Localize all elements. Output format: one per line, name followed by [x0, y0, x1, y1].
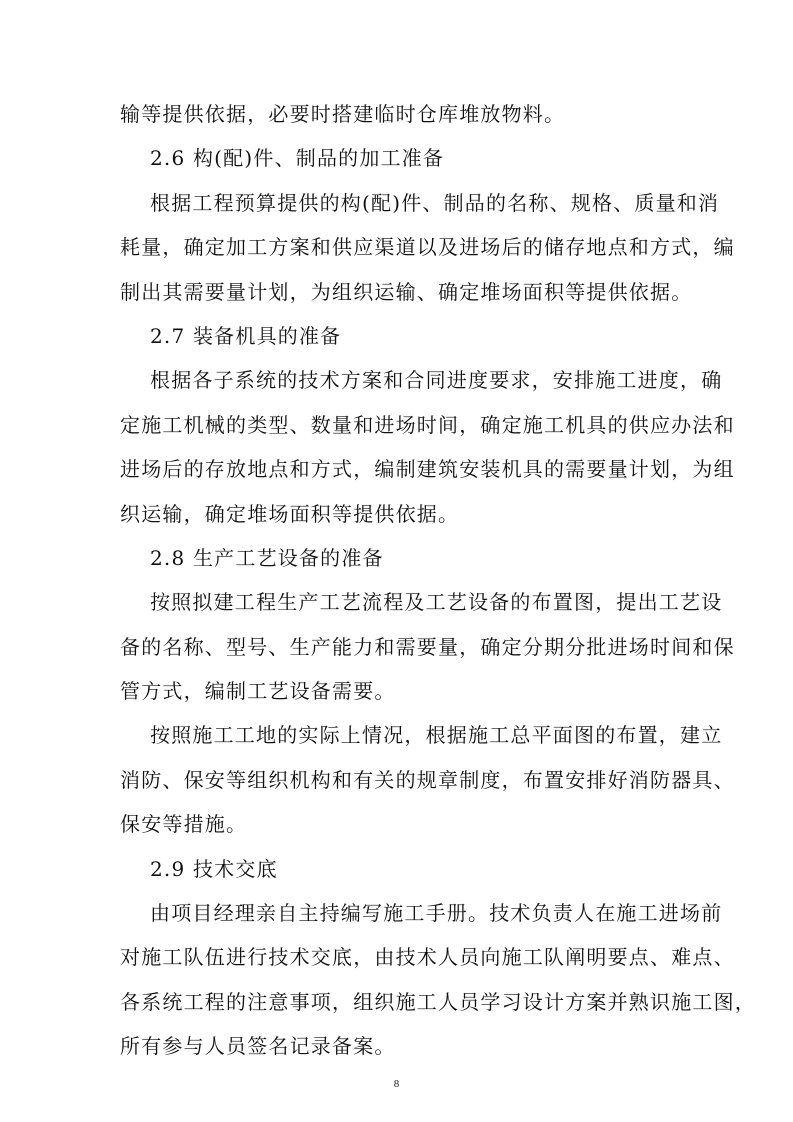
paragraph-line: 织运输，确定堆场面积等提供依据。 [120, 501, 460, 526]
paragraph-line: 所有参与人员签名记录备案。 [120, 1034, 396, 1059]
paragraph-line: 对施工队伍进行技术交底，由技术人员向施工队阐明要点、难点、 [120, 945, 735, 970]
paragraph-line: 消防、保安等组织机构和有关的规章制度，布置安排好消防器具、 [120, 767, 735, 792]
paragraph-line: 按照施工工地的实际上情况，根据施工总平面图的布置，建立 [150, 723, 723, 748]
paragraph-line: 耗量，确定加工方案和供应渠道以及进场后的储存地点和方式，编 [120, 235, 735, 260]
paragraph-line: 管方式，编制工艺设备需要。 [120, 679, 396, 704]
page-number: 8 [393, 1078, 400, 1090]
section-heading-2-9: 2.9 技术交底 [150, 856, 278, 881]
paragraph-line: 备的名称、型号、生产能力和需要量，确定分期分批进场时间和保 [120, 634, 735, 659]
paragraph-line: 制出其需要量计划，为组织运输、确定堆场面积等提供依据。 [120, 279, 693, 304]
section-heading-2-8: 2.8 生产工艺设备的准备 [150, 545, 384, 570]
paragraph-line: 保安等措施。 [120, 812, 248, 837]
paragraph-line: 各系统工程的注意事项，组织施工人员学习设计方案并熟识施工图， [120, 989, 756, 1014]
document-page [120, 92, 756, 1069]
paragraph-line: 根据工程预算提供的构(配)件、制品的名称、规格、质量和消 [150, 190, 720, 215]
section-heading-2-7: 2.7 装备机具的准备 [150, 323, 342, 348]
paragraph-line: 根据各子系统的技术方案和合同进度要求，安排施工进度，确 [150, 368, 723, 393]
paragraph-line: 由项目经理亲自主持编写施工手册。技术负责人在施工进场前 [150, 901, 723, 926]
text-line-continuation: 输等提供依据，必要时搭建临时仓库堆放物料。 [120, 102, 566, 126]
paragraph-line: 进场后的存放地点和方式，编制建筑安装机具的需要量计划，为组 [120, 457, 735, 482]
section-heading-2-6: 2.6 构(配)件、制品的加工准备 [150, 146, 445, 171]
paragraph-line: 定施工机械的类型、数量和进场时间，确定施工机具的供应办法和 [120, 412, 735, 437]
paragraph-line: 按照拟建工程生产工艺流程及工艺设备的布置图，提出工艺设 [150, 590, 723, 615]
